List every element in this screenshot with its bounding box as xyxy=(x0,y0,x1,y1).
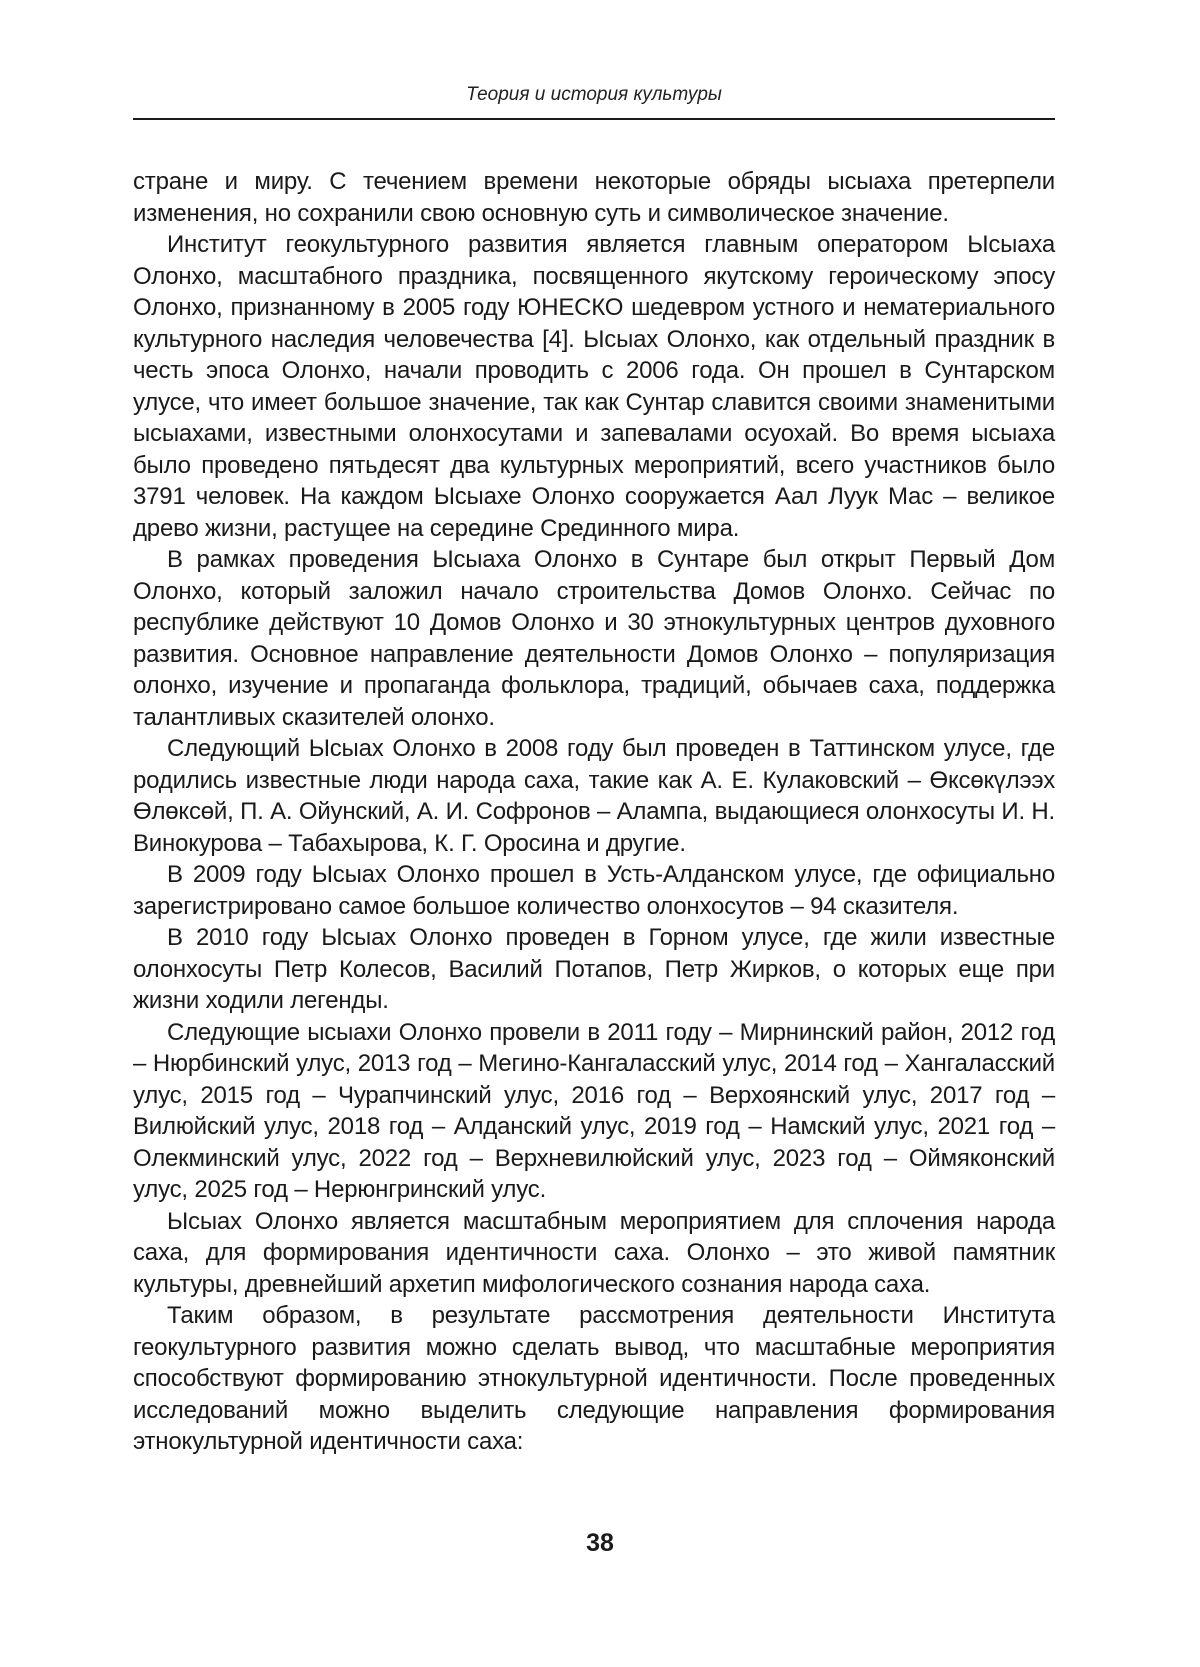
paragraph: В 2009 году Ысыах Олонхо прошел в Усть-Алданском улусе, где официально зарегистрировано самое большое количество олонхосутов – 94 сказителя. xyxy=(133,861,1055,920)
paragraph: Следующие ысыахи Олонхо провели в 2011 году – Мирнинский район, 2012 год – Нюрбинский улус, 2013 год – Мегино-Кангаласский улус, 2014 год – Хангаласский улус, 2015 год – Чурапчинский улус, 2016 год – Верхоянский улус, 2017 год – Вилюйский улус, 2018 год – Алданский улус, 2019 год – Намский улус, 2021 год – Олекминский улус, 2022 год – Верхневилюйский улус, 2023 год – Оймяконский улус, 2025 год – Нерюнгринский улус. xyxy=(133,1018,1055,1203)
paragraph: Ысыах Олонхо является масштабным мероприятием для сплочения народа саха, для формирования идентичности саха. Олонхо – это живой памятник культуры, древнейший архетип мифологического сознания народа саха. xyxy=(133,1207,1055,1298)
paragraph: Следующий Ысыах Олонхо в 2008 году был проведен в Таттинском улусе, где родились известные люди народа саха, такие как А. Е. Кулаковский – Өксөкүлээх Өлөксөй, П. А. Ойунский, А. И. Софронов – Алампа, выдающиеся олонхосуты И. Н. Винокурова – Табахырова, К. Г. Оросина и другие. xyxy=(133,735,1055,857)
header-divider xyxy=(133,118,1055,120)
body-text xyxy=(133,166,1055,1458)
paragraph-continuation: стране и миру. С течением времени некоторые обряды ысыаха претерпели изменения, но сохранили свою основную суть и символическое значение. xyxy=(133,168,1055,227)
paragraph: В рамках проведения Ысыаха Олонхо в Сунтаре был открыт Первый Дом Олонхо, который заложил начало строительства Домов Олонхо. Сейчас по республике действуют 10 Домов Олонхо и 30 этнокультурных центров духовного развития. Основное направление деятельности Домов Олонхо – популяризация олонхо, изучение и пропаганда фольклора, традиций, обычаев саха, поддержка талантливых сказителей олонхо. xyxy=(133,546,1055,731)
running-header: Теория и история культуры xyxy=(466,84,722,105)
page-number: 38 xyxy=(586,1529,614,1557)
paragraph: Институт геокультурного развития является главным оператором Ысыаха Олонхо, масштабного праздника, посвященного якутскому героическому эпосу Олонхо, признанному в 2005 году ЮНЕСКО шедевром устного и нематериального культурного наследия человечества [4]. Ысыах Олонхо, как отдельный праздник в честь эпоса Олонхо, начали проводить с 2006 года. Он прошел в Сунтарском улусе, что имеет большое значение, так как Сунтар славится своими знаменитыми ысыахами, известными олонхосутами и запевалами осуохай. Во время ысыаха было проведено пятьдесят два культурных мероприятий, всего участников было 3791 человек. На каждом Ысыахе Олонхо сооружается Аал Луук Мас – великое древо жизни, растущее на середине Срединного мира. xyxy=(133,231,1055,542)
paragraph: Таким образом, в результате рассмотрения деятельности Института геокультурного развития можно сделать вывод, что масштабные мероприятия способствуют формированию этнокультурной идентичности. После проведенных исследований можно выделить следующие направления формирования этнокультурной идентичности саха: xyxy=(133,1302,1055,1455)
paragraph: В 2010 году Ысыах Олонхо проведен в Горном улусе, где жили известные олонхосуты Петр Колесов, Василий Потапов, Петр Жирков, о которых еще при жизни ходили легенды. xyxy=(133,924,1055,1014)
